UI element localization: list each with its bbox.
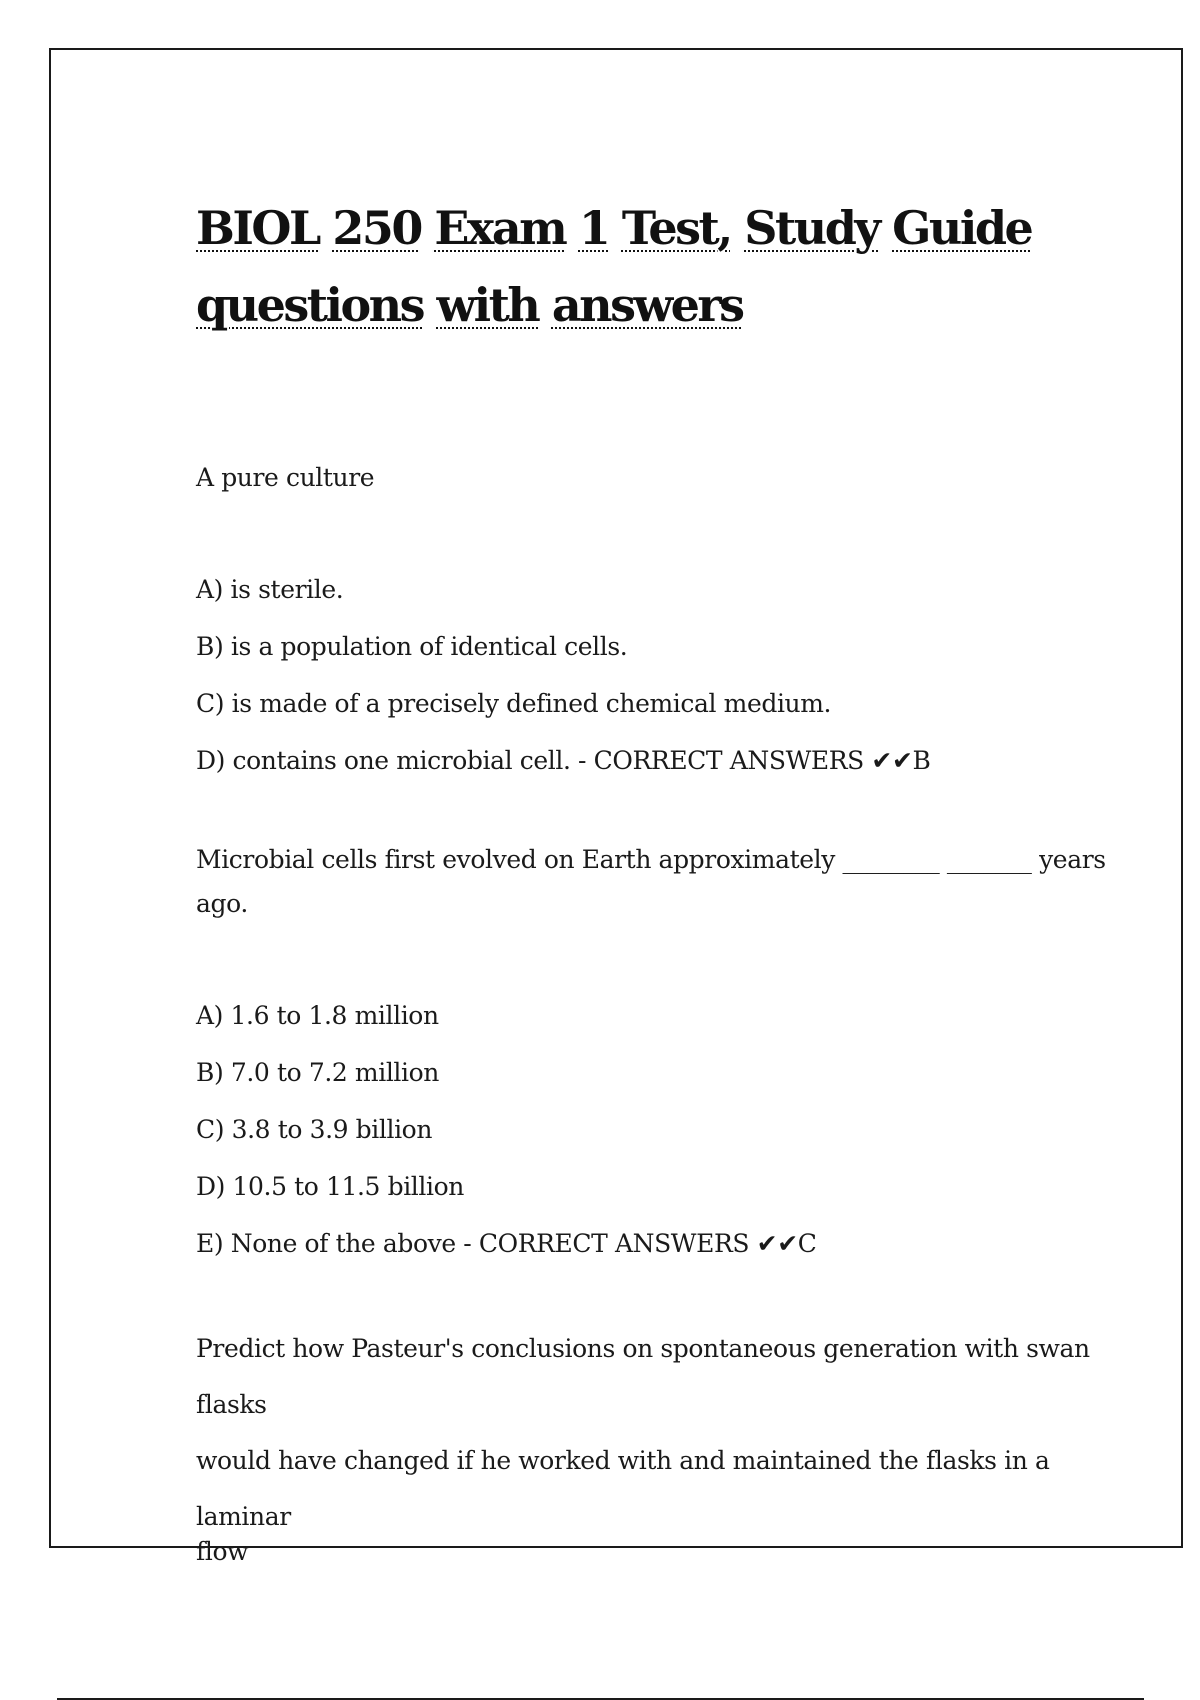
page-frame <box>49 48 1183 1566</box>
title-word: BIOL <box>196 201 319 255</box>
title-word: Test, <box>621 201 731 255</box>
answer-option: A) is sterile. <box>196 575 344 604</box>
title-word: 1 <box>578 201 609 255</box>
question-1-options <box>196 568 1146 783</box>
title-word: with <box>436 278 539 332</box>
answer-option-with-correct-answer: D) contains one microbial cell. - CORRECT ANSWERS ✔✔B <box>196 746 931 775</box>
title-word: questions <box>196 278 424 332</box>
answer-option: B) is a population of identical cells. <box>196 632 628 661</box>
question-2-prompt: Microbial cells first evolved on Earth approximately ________ _______ years ago. <box>196 845 1106 918</box>
title-word: Exam <box>434 201 566 255</box>
question-3-line: would have changed if he worked with and maintained the flasks in a laminar <box>196 1446 1050 1531</box>
page-content <box>196 190 1146 1567</box>
answer-option: D) 10.5 to 11.5 billion <box>196 1172 464 1201</box>
answer-option: C) 3.8 to 3.9 billion <box>196 1115 433 1144</box>
answer-option: A) 1.6 to 1.8 million <box>196 1001 439 1030</box>
document-title <box>196 190 1146 344</box>
answer-option: B) 7.0 to 7.2 million <box>196 1058 439 1087</box>
question-3-line-last: flow <box>196 1537 249 1566</box>
title-word: Guide <box>892 201 1032 255</box>
answer-option-with-correct-answer: E) None of the above - CORRECT ANSWERS ✔✔C <box>196 1229 817 1258</box>
question-2-options <box>196 994 1146 1266</box>
question-1-prompt: A pure culture <box>196 463 375 492</box>
title-word: Study <box>744 201 879 255</box>
title-word: 250 <box>332 201 421 255</box>
question-3-line: Predict how Pasteur's conclusions on spontaneous generation with swan flasks <box>196 1334 1090 1419</box>
question-3-prompt <box>196 1321 1146 1545</box>
title-word: answers <box>551 278 743 332</box>
answer-option: C) is made of a precisely defined chemical medium. <box>196 689 832 718</box>
